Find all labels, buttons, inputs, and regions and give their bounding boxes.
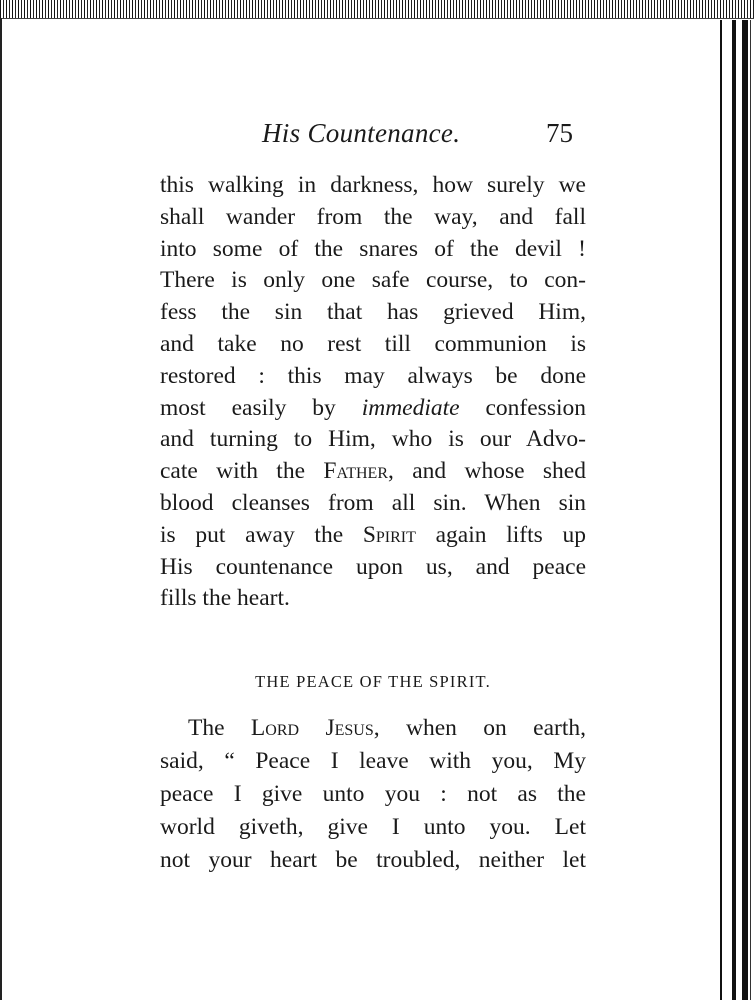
paragraph-2 xyxy=(160,712,586,877)
text-line xyxy=(160,393,586,425)
text-line: world giveth, give I unto you. Let xyxy=(160,814,586,840)
small-caps-word: Spirit xyxy=(362,521,416,548)
text-line: restored : this may always be done xyxy=(160,362,586,389)
text-line: this walking in darkness, how surely we xyxy=(160,172,586,198)
small-caps-word: Father xyxy=(323,458,388,485)
page-right-edge xyxy=(742,20,748,1000)
text-line: not your heart be troubled, neither let xyxy=(160,847,586,873)
text-line: blood cleanses from all sin. When sin xyxy=(160,489,586,516)
text-line: peace I give unto you : not as the xyxy=(160,781,586,807)
page-top-edge xyxy=(0,0,754,19)
text-segment: The xyxy=(188,715,251,741)
section-heading: THE PEACE OF THE SPIRIT. xyxy=(255,672,491,691)
text-line xyxy=(160,456,586,488)
text-line: and take no rest till communion is xyxy=(160,330,586,357)
text-line xyxy=(160,520,586,552)
running-head-title: His Countenance. xyxy=(262,118,461,148)
text-line: into some of the snares of the devil ! xyxy=(160,235,586,262)
page-right-edge xyxy=(732,20,736,1000)
text-line xyxy=(160,712,586,745)
page-right-edge xyxy=(720,20,722,1000)
text-line: said, “ Peace I leave with you, My xyxy=(160,748,586,774)
page-right-edge xyxy=(750,20,754,1000)
text-line: shall wander from the way, and fall xyxy=(160,203,586,230)
text-line: and turning to Him, who is our Advo- xyxy=(160,426,586,453)
page-number: 75 xyxy=(546,118,573,148)
small-caps-word: Lord Jesus xyxy=(250,715,374,741)
text-line: fills the heart. xyxy=(160,585,290,612)
text-line: fess the sin that has grieved Him, xyxy=(160,299,586,326)
paragraph-1 xyxy=(160,170,586,615)
text-segment: most easily by xyxy=(160,394,362,421)
text-segment: again lifts up xyxy=(415,521,586,548)
text-segment: , when on earth, xyxy=(373,715,586,741)
text-segment: , and whose shed xyxy=(388,458,586,485)
text-line: His countenance upon us, and peace xyxy=(160,553,586,580)
text-segment: is put away the xyxy=(160,521,363,548)
page-left-edge xyxy=(0,18,10,1000)
emphasis-word: immediate xyxy=(361,394,460,421)
text-line: There is only one safe course, to con- xyxy=(160,267,586,294)
text-segment: cate with the xyxy=(160,458,324,485)
text-segment: confession xyxy=(459,394,586,421)
